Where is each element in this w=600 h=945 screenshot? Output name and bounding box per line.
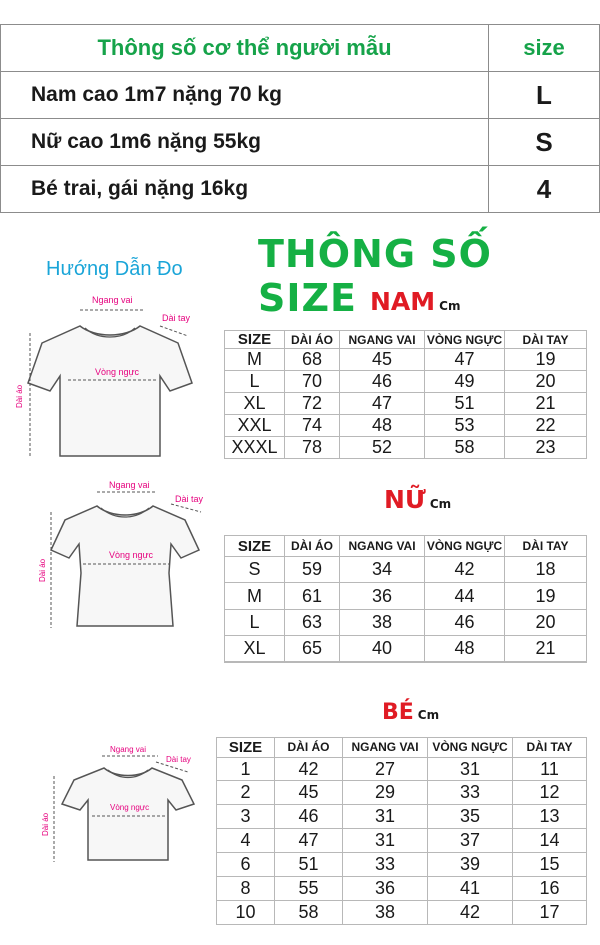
table-row [225, 557, 587, 583]
table-cell: 46 [275, 805, 343, 829]
table-cell: 68 [285, 349, 340, 371]
table-cell: 27 [343, 757, 428, 781]
diagram-label-shoulder: Ngang vai [110, 745, 147, 754]
table-cell: 11 [513, 757, 587, 781]
header-length: DÀI ÁO [285, 536, 340, 557]
table-cell: 45 [275, 781, 343, 805]
table-row [225, 635, 587, 661]
diagram-label-length: Dài áo [41, 812, 50, 836]
table-cell: 53 [425, 415, 505, 437]
table-cell: XL [225, 635, 285, 661]
table-row [225, 583, 587, 609]
section-title-nam [370, 287, 460, 316]
table-cell: 6 [217, 853, 275, 877]
table-cell: 46 [340, 371, 425, 393]
model-row-size: 4 [489, 166, 600, 213]
table-cell: 20 [505, 609, 587, 635]
diagram-label-sleeve: Dài tay [166, 755, 191, 764]
table-cell: 21 [505, 635, 587, 661]
table-cell: 59 [285, 557, 340, 583]
header-length: DÀI ÁO [275, 738, 343, 758]
header-sleeve: DÀI TAY [505, 331, 587, 349]
table-row [217, 877, 587, 901]
model-row [1, 119, 600, 166]
table-cell: 22 [505, 415, 587, 437]
diagram-label-chest: Vòng ngực [95, 367, 140, 377]
table-cell: 48 [425, 635, 505, 661]
table-cell [285, 661, 340, 662]
measure-guide-title: Hướng Dẫn Đo [46, 258, 183, 280]
table-cell: 16 [513, 877, 587, 901]
header-chest: VÒNG NGỰC [425, 331, 505, 349]
header-size: SIZE [225, 536, 285, 557]
size-table-be [216, 737, 587, 925]
table-cell: 14 [513, 829, 587, 853]
table-cell: 36 [340, 583, 425, 609]
table-row [225, 661, 587, 662]
table-cell: XL [225, 393, 285, 415]
shirt-diagram-nam [10, 288, 210, 468]
table-cell: 58 [425, 437, 505, 459]
table-cell: 70 [285, 371, 340, 393]
model-row-size: S [489, 119, 600, 166]
header-shoulder: NGANG VAI [340, 331, 425, 349]
table-cell: 41 [428, 877, 513, 901]
table-cell: 31 [343, 805, 428, 829]
table-cell: 78 [285, 437, 340, 459]
table-cell: M [225, 583, 285, 609]
model-row-desc: Bé trai, gái nặng 16kg [1, 166, 489, 213]
table-cell: 31 [428, 757, 513, 781]
table-cell: 55 [275, 877, 343, 901]
section-title-nu [384, 485, 451, 514]
table-cell: 20 [505, 371, 587, 393]
size-spec-title: THÔNG SỐ SIZE [258, 232, 492, 320]
section-title-be [382, 700, 439, 725]
table-cell: 21 [505, 393, 587, 415]
header-chest: VÒNG NGỰC [428, 738, 513, 758]
table-cell: XXXL [225, 437, 285, 459]
table-cell: 36 [343, 877, 428, 901]
table-cell: XXL [225, 415, 285, 437]
table-cell: 37 [428, 829, 513, 853]
table-cell: 12 [513, 781, 587, 805]
table-cell: 10 [217, 901, 275, 925]
table-cell: 2 [217, 781, 275, 805]
table-cell: 8 [217, 877, 275, 901]
diagram-label-sleeve: Dài tay [162, 313, 191, 323]
diagram-label-length: Dài áo [15, 384, 24, 408]
header-length: DÀI ÁO [285, 331, 340, 349]
header-shoulder: NGANG VAI [343, 738, 428, 758]
table-cell: 47 [425, 349, 505, 371]
table-cell: L [225, 371, 285, 393]
table-cell: 3 [217, 805, 275, 829]
diagram-label-shoulder: Ngang vai [109, 480, 150, 490]
table-cell: 42 [428, 901, 513, 925]
model-table-header [1, 25, 600, 72]
table-cell: 51 [275, 853, 343, 877]
table-cell: 42 [275, 757, 343, 781]
table-cell: 40 [340, 635, 425, 661]
table-cell: 46 [425, 609, 505, 635]
table-row [217, 805, 587, 829]
table-header-row [225, 331, 587, 349]
table-cell: 51 [425, 393, 505, 415]
table-cell: 65 [285, 635, 340, 661]
table-cell: 34 [340, 557, 425, 583]
table-cell: 48 [340, 415, 425, 437]
table-cell: M [225, 349, 285, 371]
section-title-be-text: BÉ [382, 700, 414, 725]
header-sleeve: DÀI TAY [513, 738, 587, 758]
table-header-row [225, 536, 587, 557]
table-cell [505, 661, 587, 662]
model-row [1, 72, 600, 119]
table-cell: 1 [217, 757, 275, 781]
diagram-label-chest: Vòng ngực [109, 550, 154, 560]
table-row [225, 393, 587, 415]
table-cell: 63 [285, 609, 340, 635]
table-row [225, 371, 587, 393]
diagram-label-length: Dài áo [38, 558, 47, 582]
table-row [217, 853, 587, 877]
table-cell: 74 [285, 415, 340, 437]
table-cell: L [225, 609, 285, 635]
model-row-size: L [489, 72, 600, 119]
table-cell [340, 661, 425, 662]
table-cell: 44 [425, 583, 505, 609]
table-cell [425, 661, 505, 662]
section-title-nu-text: NỮ [384, 485, 426, 514]
table-cell: 52 [340, 437, 425, 459]
table-cell: 18 [505, 557, 587, 583]
table-cell: 45 [340, 349, 425, 371]
diagram-label-shoulder: Ngang vai [92, 295, 133, 305]
section-unit-be: Cm [417, 708, 440, 722]
table-cell: 58 [275, 901, 343, 925]
table-cell: 23 [505, 437, 587, 459]
model-table-header-size: size [489, 25, 600, 72]
diagram-label-chest: Vòng ngực [110, 803, 150, 812]
table-cell: 4 [217, 829, 275, 853]
table-cell: 38 [343, 901, 428, 925]
header-size: SIZE [217, 738, 275, 758]
model-table-header-desc: Thông số cơ thể người mẫu [1, 25, 489, 72]
size-table-nu [224, 535, 587, 663]
table-cell: 47 [340, 393, 425, 415]
table-row [217, 757, 587, 781]
table-row [225, 437, 587, 459]
table-row [217, 781, 587, 805]
header-size: SIZE [225, 331, 285, 349]
table-cell: 72 [285, 393, 340, 415]
table-row [225, 349, 587, 371]
table-row [225, 609, 587, 635]
table-cell: 19 [505, 583, 587, 609]
table-cell: 49 [425, 371, 505, 393]
table-cell: 13 [513, 805, 587, 829]
table-row [225, 415, 587, 437]
table-cell: 19 [505, 349, 587, 371]
table-cell: 31 [343, 829, 428, 853]
diagram-label-sleeve: Dài tay [175, 494, 204, 504]
table-row [217, 829, 587, 853]
table-cell: 42 [425, 557, 505, 583]
table-cell: 33 [343, 853, 428, 877]
header-chest: VÒNG NGỰC [425, 536, 505, 557]
header-sleeve: DÀI TAY [505, 536, 587, 557]
size-table-nam [224, 330, 587, 459]
model-row-desc: Nữ cao 1m6 nặng 55kg [1, 119, 489, 166]
table-cell: 33 [428, 781, 513, 805]
section-title-nam-text: NAM [370, 287, 436, 316]
table-cell: 35 [428, 805, 513, 829]
shirt-diagram-be [38, 742, 218, 872]
table-cell: 38 [340, 609, 425, 635]
table-cell: 17 [513, 901, 587, 925]
model-row-desc: Nam cao 1m7 nặng 70 kg [1, 72, 489, 119]
table-header-row [217, 738, 587, 758]
table-cell: 15 [513, 853, 587, 877]
table-cell: 29 [343, 781, 428, 805]
model-row [1, 166, 600, 213]
section-unit-nam: Cm [439, 299, 461, 313]
table-cell: 39 [428, 853, 513, 877]
header-shoulder: NGANG VAI [340, 536, 425, 557]
table-cell: 61 [285, 583, 340, 609]
table-cell: 47 [275, 829, 343, 853]
table-cell [225, 661, 285, 662]
section-unit-nu: Cm [429, 497, 452, 511]
table-cell: S [225, 557, 285, 583]
table-row [217, 901, 587, 925]
shirt-diagram-nu [35, 478, 215, 638]
model-spec-table [0, 24, 600, 213]
